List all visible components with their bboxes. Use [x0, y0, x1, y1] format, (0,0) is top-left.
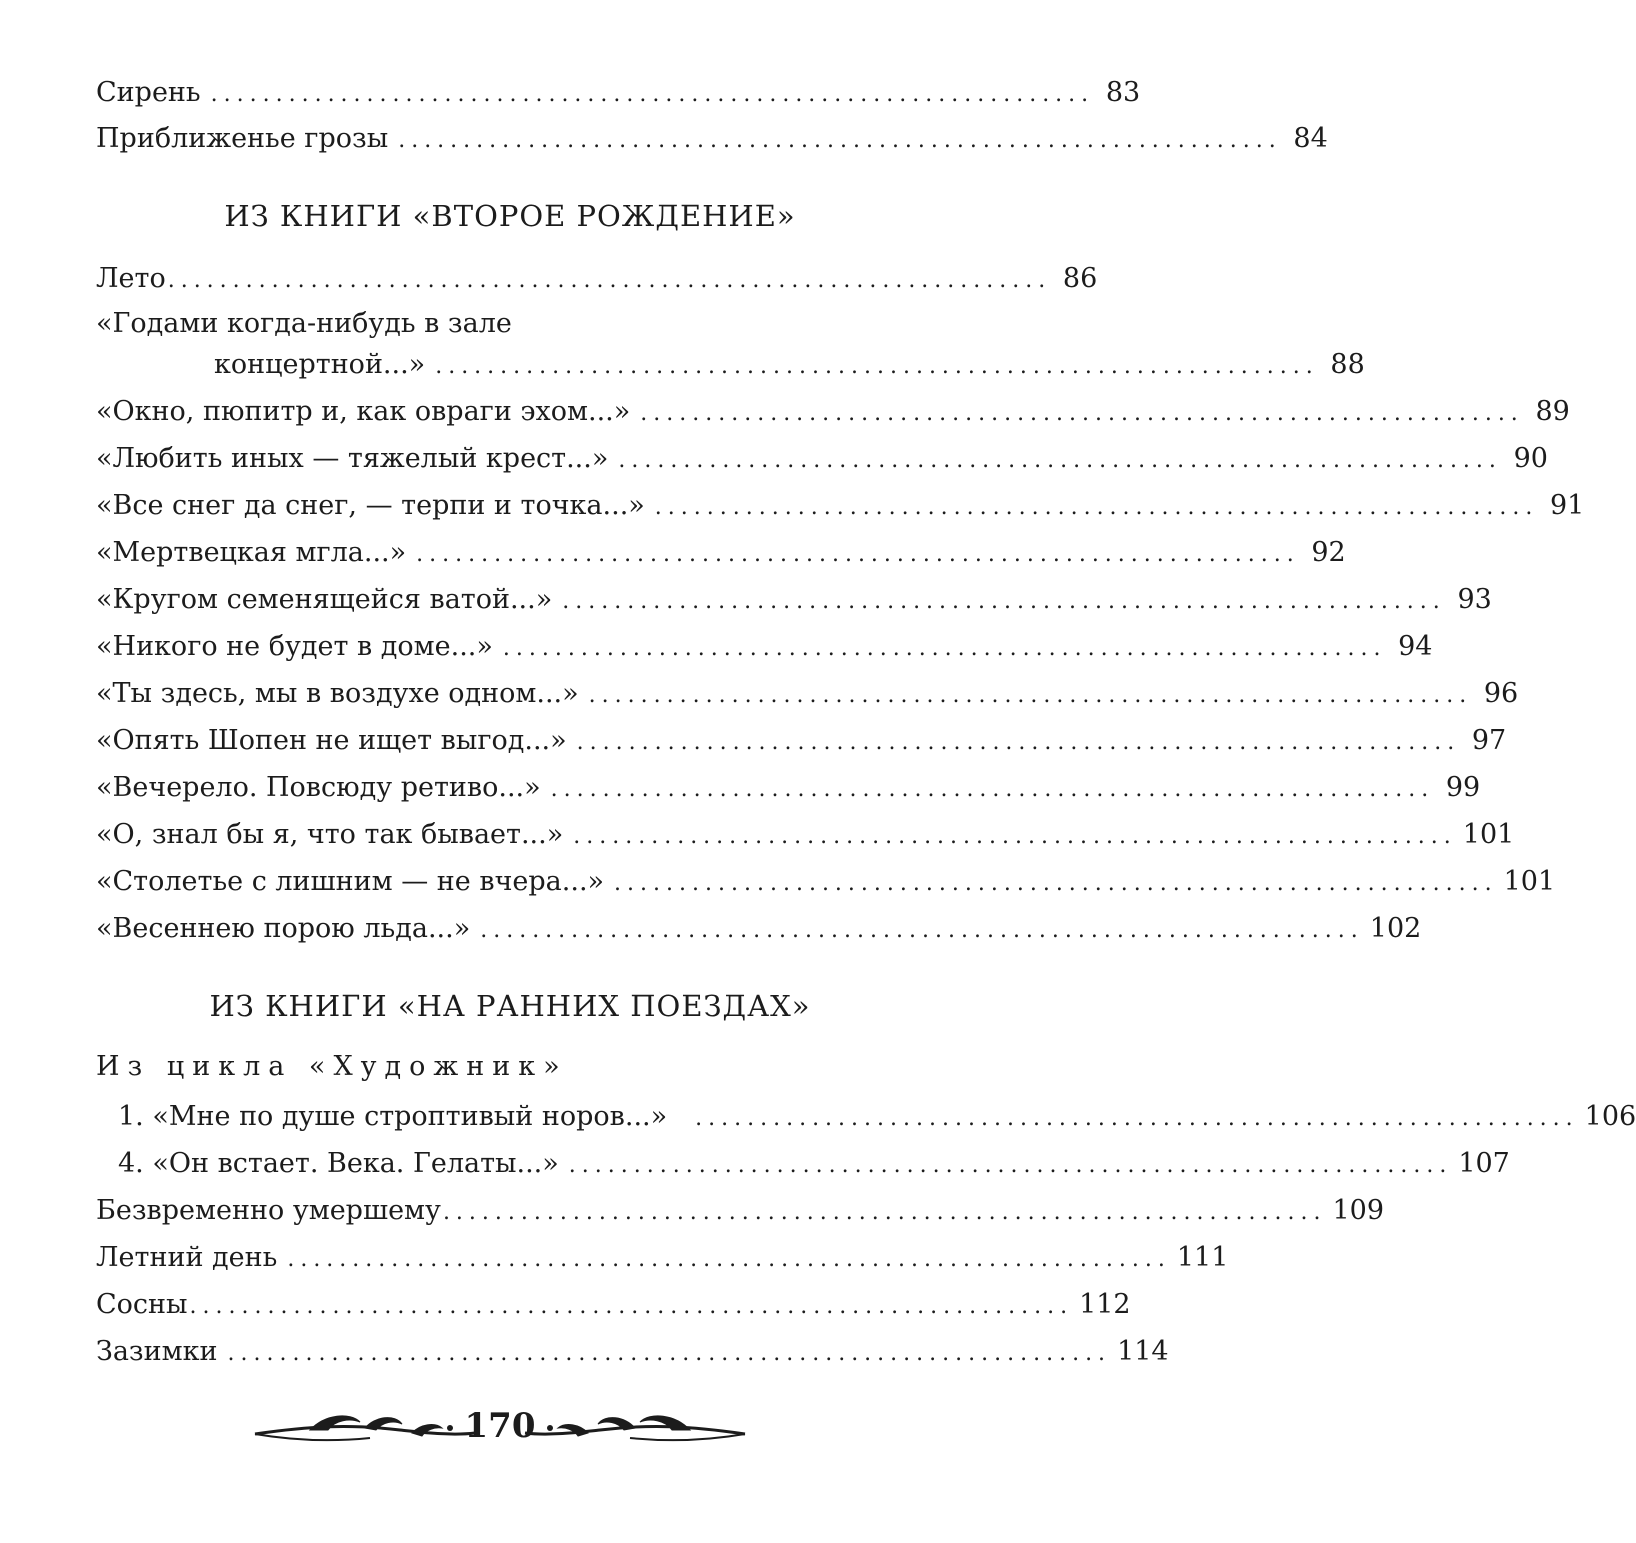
dot-leader: ....................................................................: [640, 401, 1524, 426]
toc-entry-page: 84: [1293, 123, 1328, 154]
toc-entry-title-line2: концертной...»: [214, 349, 426, 380]
toc-entry-page: 83: [1105, 77, 1141, 108]
toc-entry: [96, 1141, 1510, 1181]
toc-entry-title: Летний день: [96, 1242, 278, 1273]
toc-entry-page: 107: [1458, 1148, 1510, 1179]
toc-entry: [96, 1329, 1169, 1369]
toc-entry-page: 91: [1549, 490, 1585, 521]
dot-leader: ....................................................................: [435, 354, 1319, 379]
section-heading: ИЗ КНИГИ «НА РАННИХ ПОЕЗДАХ»: [209, 989, 811, 1023]
toc-entry: [96, 342, 1365, 382]
dot-leader: ....................................................................: [227, 1341, 1112, 1366]
dot-leader: ....................................................................: [287, 1247, 1171, 1272]
dot-leader: ....................................................................: [573, 824, 1457, 849]
toc-entry-title-line1: «Годами когда-нибудь в зале: [96, 308, 512, 339]
toc-entry-title: «Кругом семенящейся ватой...»: [96, 584, 553, 615]
toc-entry: [96, 577, 1492, 617]
toc-entry-title: «Вечерело. Повсюду ретиво...»: [96, 772, 541, 803]
cycle-title: Из цикла «Художник»: [96, 1051, 568, 1082]
toc-entry: [96, 1282, 1131, 1322]
dot-leader: ....................................................................: [502, 636, 1387, 661]
dot-leader: ....................................................................: [654, 495, 1539, 520]
toc-entry: [96, 765, 1481, 805]
page-number: 170: [464, 1406, 536, 1446]
toc-entry-page: 94: [1398, 631, 1433, 662]
toc-entry-title: «Опять Шопен не ищет выгод...»: [96, 725, 567, 756]
toc-entry: [96, 671, 1519, 711]
dot-leader: ....................................................................: [588, 683, 1473, 708]
section-heading: ИЗ КНИГИ «ВТОРОЕ РОЖДЕНИЕ»: [224, 199, 796, 233]
toc-entry-page: 106: [1584, 1101, 1636, 1132]
toc-entry-page: 99: [1445, 772, 1481, 803]
toc-entry-page: 109: [1332, 1195, 1385, 1226]
dot-leader: ....................................................................: [550, 777, 1435, 802]
toc-entry-title: «Ты здесь, мы в воздухе одном...»: [96, 678, 579, 709]
toc-entry: [96, 530, 1346, 570]
dot-leader: ....................................................................: [618, 448, 1502, 473]
toc-entry-page: 112: [1079, 1289, 1131, 1320]
toc-entry: [96, 1188, 1385, 1228]
dot-leader: ....................................................................: [442, 1200, 1327, 1225]
toc-entry: [96, 116, 1328, 156]
dot-leader: ....................................................................: [189, 1294, 1074, 1319]
page-footer: [150, 1400, 850, 1460]
dot-leader: ....................................................................: [398, 128, 1282, 153]
toc-entry-title: Зазимки: [96, 1336, 218, 1367]
toc-entry: [96, 256, 1098, 296]
dot-leader: ....................................................................: [562, 589, 1446, 614]
toc-entry-page: 93: [1457, 584, 1492, 615]
dot-leader: ....................................................................: [210, 82, 1095, 107]
toc-entry: [96, 436, 1548, 476]
toc-entry: [96, 389, 1570, 429]
toc-entry-title: «Мертвецкая мгла...»: [96, 537, 407, 568]
toc-entry-title: Безвременно умершему: [96, 1195, 441, 1226]
toc-entry-title: Сирень: [96, 77, 201, 108]
toc-entry: [96, 483, 1585, 523]
toc-entry: [96, 812, 1515, 852]
toc-entry-title: «Столетье с лишним — не вчера...»: [96, 866, 605, 897]
toc-entry-title: Сосны: [96, 1289, 188, 1320]
toc-entry: [96, 906, 1422, 946]
toc-entry-page: 102: [1369, 913, 1422, 944]
toc-entry-page: 88: [1330, 349, 1365, 380]
toc-entry: [96, 1235, 1229, 1275]
toc-entry-title: «Все снег да снег, — терпи и точка...»: [96, 490, 645, 521]
toc-entry-page: 111: [1176, 1242, 1229, 1273]
toc-entry-page: 90: [1513, 443, 1548, 474]
toc-entry: [96, 718, 1507, 758]
toc-entry-page: 97: [1471, 725, 1507, 756]
dot-leader: ....................................................................: [614, 871, 1498, 896]
toc-entry: [96, 624, 1433, 664]
dot-leader: ....................................................................: [480, 918, 1364, 943]
table-of-contents: [96, 0, 1636, 1543]
toc-entry-page: 92: [1311, 537, 1346, 568]
toc-entry-title: 1. «Мне по душе строптивый норов...»: [118, 1101, 668, 1132]
toc-entry-title: «Никого не будет в доме...»: [96, 631, 493, 662]
dot-leader: ....................................................................: [568, 1153, 1453, 1178]
dot-leader: ....................................................................: [576, 730, 1461, 755]
toc-entry-title: Приближенье грозы: [96, 123, 389, 154]
toc-entry-title: «О, знал бы я, что так бывает...»: [96, 819, 564, 850]
toc-entry-title: 4. «Он встает. Века. Гелаты...»: [118, 1148, 559, 1179]
toc-entry-page: 89: [1535, 396, 1570, 427]
dot-leader: ....................................................................: [695, 1106, 1579, 1131]
toc-entry-title: «Любить иных — тяжелый крест...»: [96, 443, 609, 474]
toc-entry: [96, 859, 1556, 899]
toc-entry-page: 101: [1462, 819, 1515, 850]
toc-entry: [96, 70, 1141, 110]
dot-leader: ....................................................................: [416, 542, 1300, 567]
toc-entry-page: 101: [1503, 866, 1556, 897]
toc-entry-title: «Весеннею порою льда...»: [96, 913, 471, 944]
toc-entry-title: «Окно, пюпитр и, как овраги эхом...»: [96, 396, 631, 427]
toc-entry-page: 86: [1062, 263, 1098, 294]
toc-entry: [96, 1094, 1636, 1134]
toc-entry-title: Лето: [96, 263, 166, 294]
dot-leader: ....................................................................: [167, 268, 1052, 293]
toc-entry-page: 114: [1117, 1336, 1169, 1367]
toc-entry-page: 96: [1483, 678, 1519, 709]
